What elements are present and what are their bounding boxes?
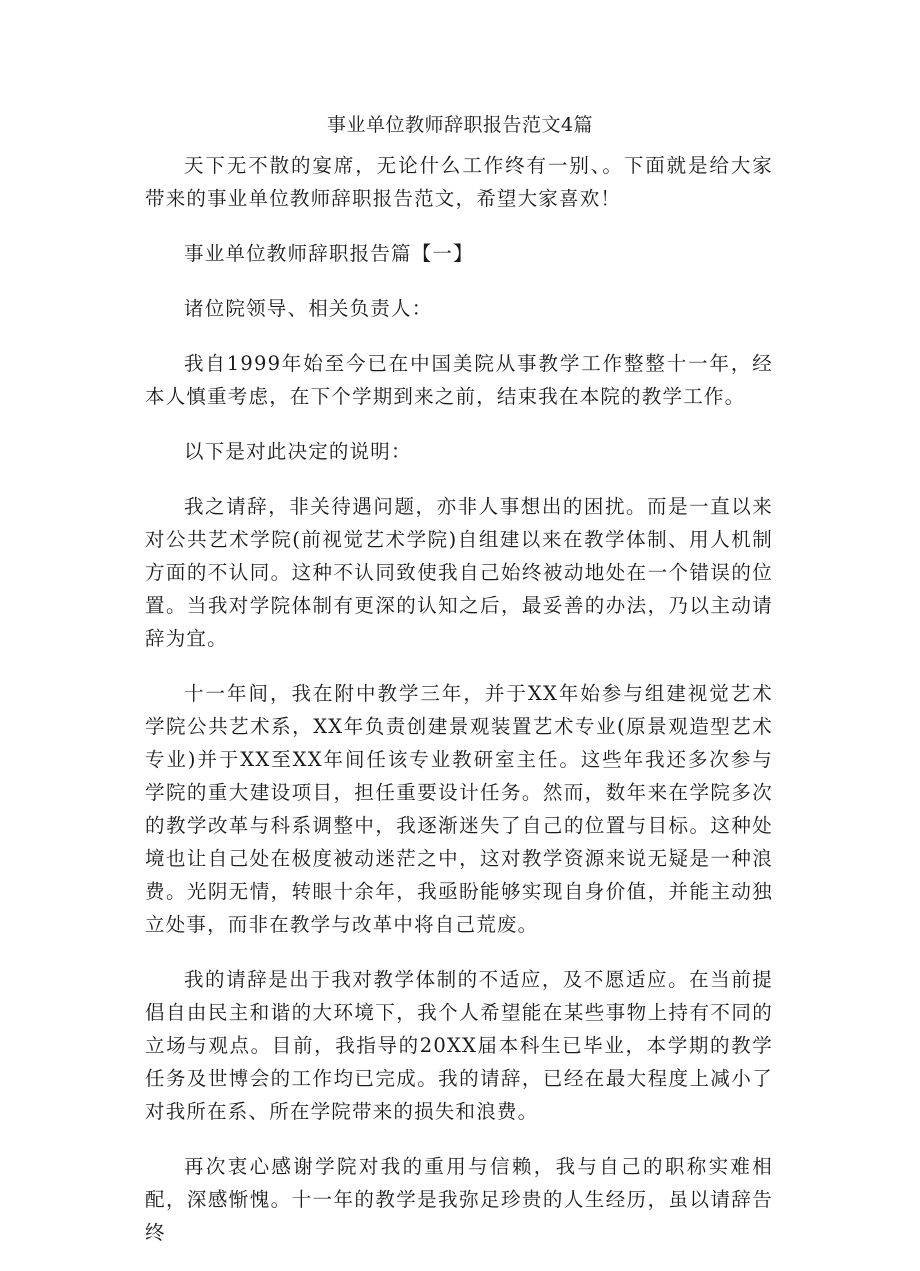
paragraph-body: 以下是对此决定的说明： (184, 440, 412, 463)
paragraph-salutation: 诸位院领导、相关负责人： (184, 297, 433, 320)
paragraph-body: 我自1999年始至今已在中国美院从事教学工作整整十一年，经本人慎重考虑，在下个学期到来之前，结束我在本院的教学工作。 (145, 352, 773, 408)
paragraph-section-heading: 事业单位教师辞职报告篇【一】 (184, 242, 474, 265)
document-body (145, 149, 773, 1271)
document-title: 事业单位教师辞职报告范文4篇 (326, 114, 594, 136)
paragraph-body: 十一年间，我在附中教学三年，并于XX年始参与组建视觉艺术学院公共艺术系，XX年负责创建景观装置艺术专业(原景观造型艺术专业)并于XX至XX年间任该专业教研室主任。这些年我还多次参与学院的重大建设项目，担任重要设计任务。然而，数年来在学院多次的教学改革与科系调整中，我逐渐迷失了自己的位置与目标。这种处境也让自己处在极度被动迷茫之中，这对教学资源来说无疑是一种浪费。光阴无情，转眼十余年，我亟盼能够实现自身价值，并能主动独立处事，而非在教学与改革中将自己荒废。 (145, 682, 773, 936)
paragraph-body: 我之请辞，非关待遇问题，亦非人事想出的困扰。而是一直以来对公共艺术学院(前视觉艺术学院)自组建以来在教学体制、用人机制方面的不认同。这种不认同致使我自己始终被动地处在一个错误的位置。当我对学院体制有更深的认知之后，最妥善的办法，乃以主动请辞为宜。 (145, 495, 773, 650)
paragraph-body: 我的请辞是出于我对教学体制的不适应，及不愿适应。在当前提倡自由民主和谐的大环境下，我个人希望能在某些事物上持有不同的立场与观点。目前，我指导的20XX届本科生已毕业，本学期的教学任务及世博会的工作均已完成。我的请辞，已经在最大程度上减小了对我所在系、所在学院带来的损失和浪费。 (145, 968, 773, 1123)
paragraph-body: 再次衷心感谢学院对我的重用与信赖，我与自己的职称实难相配，深感惭愧。十一年的教学是我弥足珍贵的人生经历，虽以请辞告终 (145, 1155, 773, 1244)
paragraph-intro: 天下无不散的宴席，无论什么工作终有一别、。下面就是给大家带来的事业单位教师辞职报告范文，希望大家喜欢！ (145, 154, 773, 210)
